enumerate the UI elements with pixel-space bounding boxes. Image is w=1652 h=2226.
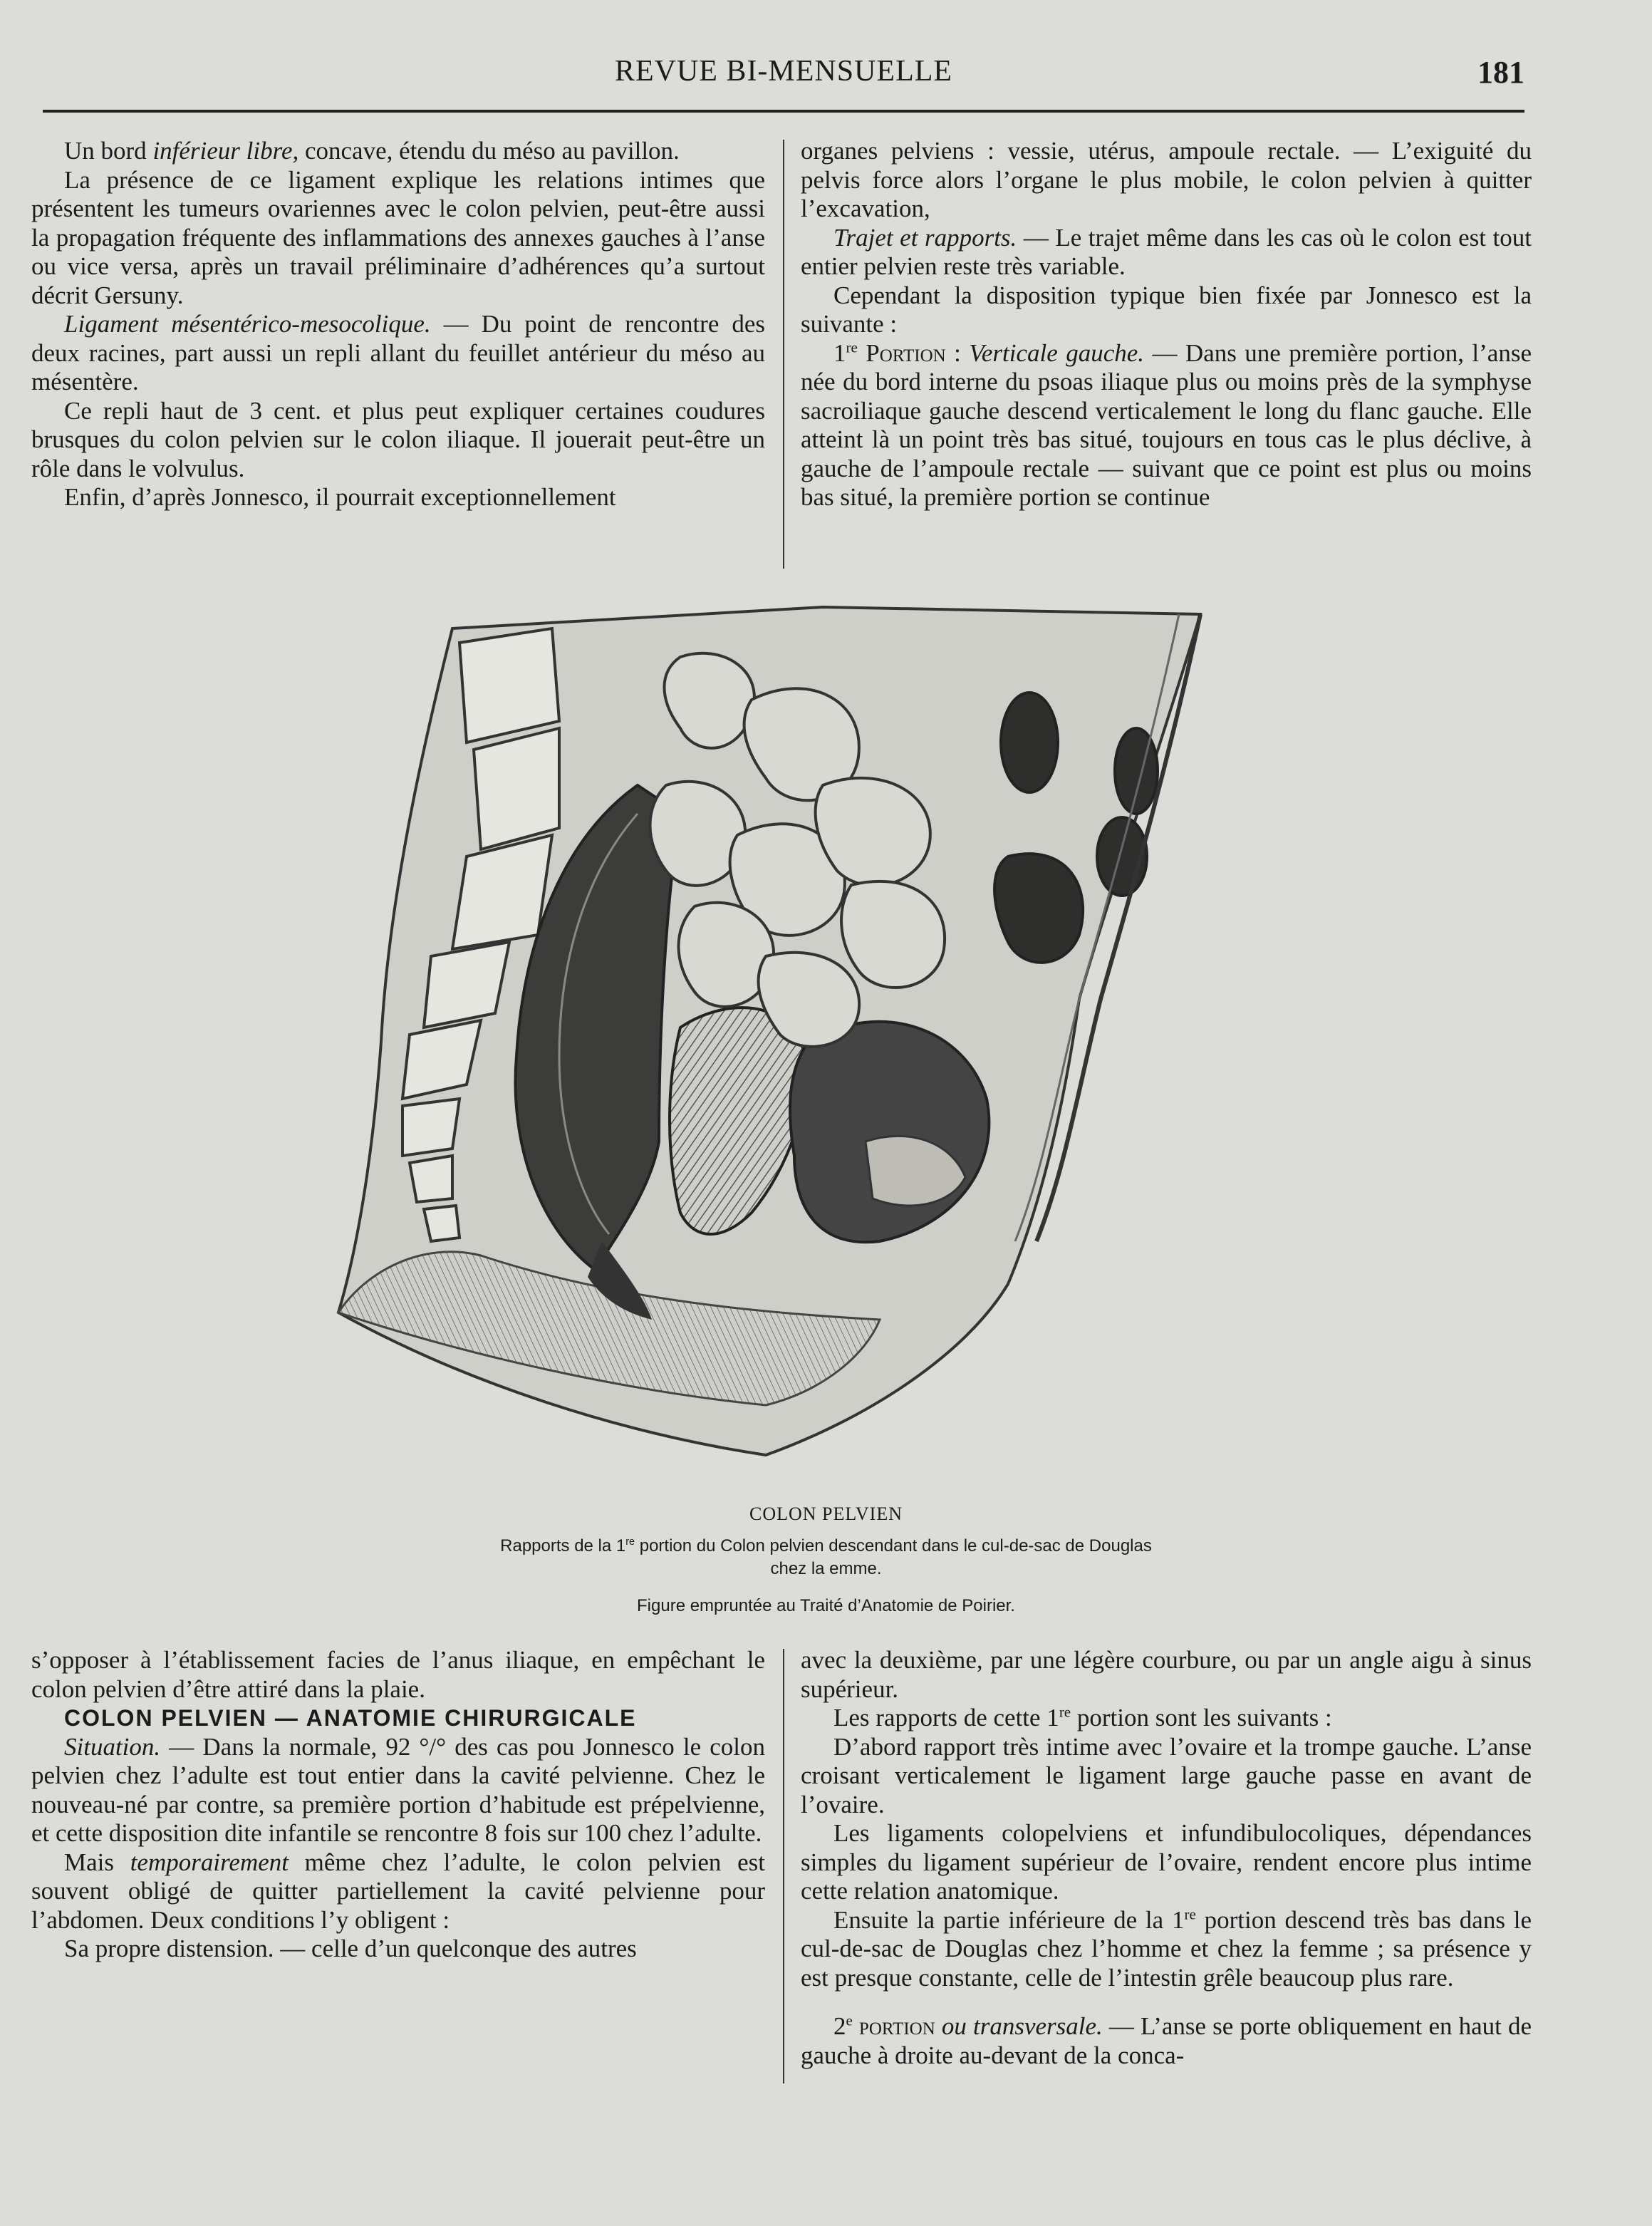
- bottom-left-column: [31, 1646, 765, 1964]
- figure-description: Rapports de la 1re portion du Colon pelvien descendant dans le cul-de-sac de Douglas chez la emme.: [500, 1536, 1152, 1578]
- header-rule: [43, 110, 1524, 113]
- paragraph: 1re Portion : Verticale gauche. — Dans une première portion, l’anse née du bord interne du psoas iliaque plus ou moins près de la symphyse sacroiliaque gauche descend verticalement le long du flanc gauche. Elle atteint là un point très bas situé, toujours en tous cas le plus déclive, à gauche de l’ampoule rectale — suivant que ce point est plus ou moins bas situé, la première portion se continue: [801, 338, 1532, 511]
- figure-title: COLON PELVIEN: [749, 1503, 903, 1524]
- paragraph: Mais temporairement même chez l’adulte, le colon pelvien est souvent obligé de quitter partiellement la cavité pelvienne pour l’abdomen. Deux conditions l’y obligent :: [31, 1848, 766, 1934]
- anatomical-figure: [324, 600, 1243, 1462]
- paragraph: La présence de ce ligament explique les relations intimes que présentent les tumeurs ovariennes avec le colon pelvien, peut-être aussi la propagation fréquente des inflammations des annexes gauches à l’anse ou vice versa, après un travail préliminaire d’adhérences qu’a surtout décrit Gersuny.: [31, 165, 765, 309]
- paragraph: Un bord inférieur libre, concave, étendu du méso au pavillon.: [64, 137, 680, 165]
- figure-source: Figure empruntée au Traité d’Anatomie de Poirier.: [637, 1596, 1015, 1615]
- paragraph: 2e portion ou transversale. — L’anse se porte obliquement en haut de gauche à droite au-devant de la conca-: [801, 2012, 1532, 2069]
- paragraph: Ce repli haut de 3 cent. et plus peut expliquer certaines coudures brusques du colon pelvien sur le colon iliaque. Il jouerait peut-être un rôle dans le volvulus.: [31, 396, 765, 482]
- paragraph: D’abord rapport très intime avec l’ovaire et la trompe gauche. L’anse croisant verticalement le ligament large gauche passe en avant de l’ovaire.: [801, 1732, 1532, 1818]
- running-title: REVUE BI-MENSUELLE: [614, 55, 953, 88]
- paragraph: Trajet et rapports. — Le trajet même dans les cas où le colon est tout entier pelvien reste très variable.: [801, 223, 1532, 280]
- top-right-column: [801, 137, 1532, 512]
- paragraph: Les ligaments colopelviens et infundibulocoliques, dépendances simples du ligament supérieur de l’ovaire, rendent encore plus intime cette relation anatomique.: [801, 1819, 1532, 1905]
- top-left-column: [31, 137, 765, 512]
- column-rule: [783, 1649, 784, 2083]
- paragraph: Ensuite la partie inférieure de la 1re portion descend très bas dans le cul-de-sac de Douglas chez l’homme et chez la femme ; sa présence y est presque constante, celle de l’intestin grêle beaucoup plus rare.: [801, 1905, 1532, 1992]
- paragraph: Cependant la disposition typique bien fixée par Jonnesco est la suivante :: [801, 281, 1532, 338]
- paragraph: Situation. — Dans la normale, 92 °/° des cas pou Jonnesco le colon pelvien chez l’adulte est tout entier dans la cavité pelvienne. Chez le nouveau-né par contre, sa première portion d’habitude est prépelvienne, et cette disposition dite infantile se rencontre 8 fois sur 100 chez l’adulte.: [31, 1732, 765, 1847]
- paragraph: Sa propre distension. — celle d’un quelconque des autres: [64, 1935, 637, 1962]
- running-head: [43, 54, 1524, 97]
- section-heading: COLON PELVIEN — ANATOMIE CHIRURGICALE: [64, 1705, 637, 1731]
- paragraph: Enfin, d’après Jonnesco, il pourrait exceptionnellement: [64, 483, 616, 511]
- paragraph: Ligament mésentérico-mesocolique. — Du point de rencontre des deux racines, part aussi un repli allant du feuillet antérieur du méso au mésentère.: [31, 310, 765, 395]
- paragraph: s’opposer à l’établissement facies de l’anus iliaque, en empêchant le colon pelvien d’être attiré dans la plaie.: [31, 1646, 765, 1703]
- bottom-right-column: [801, 1646, 1532, 2070]
- column-rule: [783, 140, 784, 569]
- page-number: 181: [1477, 55, 1524, 90]
- paragraph: Les rapports de cette 1re portion sont les suivants :: [833, 1703, 1332, 1731]
- paragraph: organes pelviens : vessie, utérus, ampoule rectale. — L’exiguité du pelvis force alors l’organe le plus mobile, le colon pelvien à quitter l’excavation,: [801, 137, 1532, 222]
- paragraph: avec la deuxième, par une légère courbure, ou par un angle aigu à sinus supérieur.: [801, 1646, 1532, 1703]
